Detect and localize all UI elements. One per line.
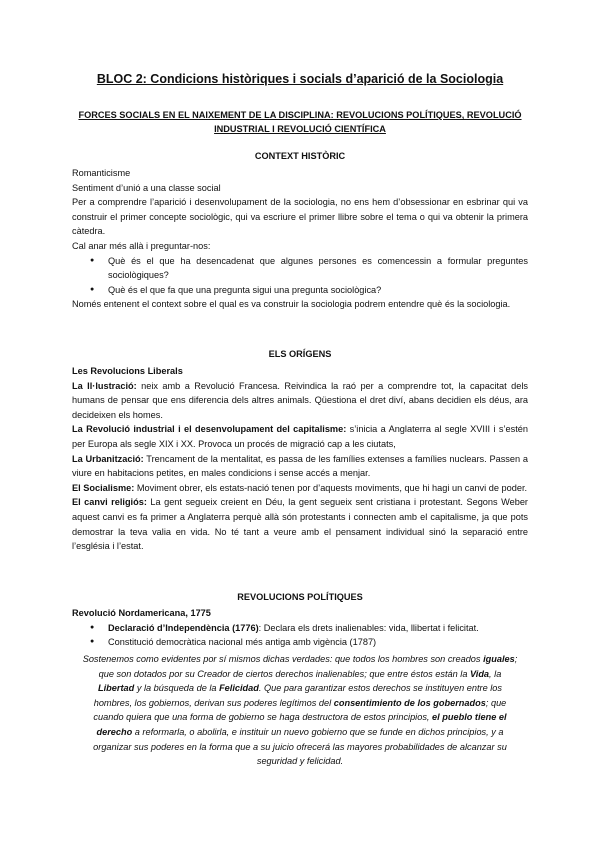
context-heading: CONTEXT HISTÒRIC [254,151,346,161]
quote-segment: y la búsqueda de la [134,683,220,694]
quote-bold-segment: el pueblo tiene el derecho [96,712,507,737]
list-item: ● Constitució democràtica nacional més antiga amb vigència (1787) [72,635,528,650]
origin-term: La Il·lustració: [72,380,137,391]
quote-bold-segment: Vida [469,668,490,679]
declaration-text: : Declara els drets inalienables: vida, llibertat i felicitat. [258,622,479,633]
political-heading: REVOLUCIONS POLÍTIQUES [237,592,363,602]
context-line-sentiment: Sentiment d’unió a una classe social [72,182,221,193]
origin-term: La Urbanització: [72,453,144,464]
political-list [72,621,528,650]
quote-segment: ; que son dotados por su Creador de ciertos derechos inalienables; que entre éstos están la [98,654,518,679]
origin-term: El Socialisme: [72,482,135,493]
page-title: BLOC 2: Condicions històriques i socials d’aparició de la Sociologia [96,72,504,86]
quote-bold-segment: Libertad [98,683,135,694]
origin-item-socialism [72,481,528,496]
origin-text: Trencament de la mentalitat, es passa de les famílies extenses a famílies nuclears. Passen a viure en habitacions petites, en males condicions i sense accés a menjar. [72,453,529,479]
origin-item-industrial [72,422,528,451]
origin-item-religion [72,495,528,553]
origins-heading: ELS ORÍGENS [268,349,332,359]
origin-term: El canvi religiós: [72,497,147,508]
origins-section [72,364,528,554]
declaration-quote [80,652,520,769]
origin-text: La gent segueix creient en Déu, la gent segueix sent cristiana i protestant. Segons Weber aquest canvi es fa primer a Anglaterra perquè allà són protestants i connecten amb el capitalisme, ja que pots demostrar la teva valia en vida. No té tant a veure amb el pensament individual sinó la separació entre l’església i l’estat. [72,497,528,552]
list-item: ● Què és el que ha desencadenat que algunes persones es comencessin a formular preguntes sociològiques? [72,254,528,283]
quote-bold-segment: Felicidad [219,683,259,694]
origin-item-illustration [72,379,528,423]
context-conclusion: Només entenent el context sobre el qual es va construir la sociologia podrem entendre què és la sociologia. [72,299,511,310]
context-line-romanticism: Romanticisme [72,168,131,178]
page-subtitle: FORCES SOCIALS EN EL NAIXEMENT DE LA DISCIPLINA: REVOLUCIONS POLÍTIQUES, REVOLUCIÓ INDUSTRIAL I REVOLUCIÓ CIENTÍFICA [78,110,522,134]
quote-segment: ; que cuando quiera que una forma de gobierno se haga destructora de estos principios, [93,697,507,723]
quote-segment: Sostenemos como evidentes por sí mismos dichas verdades: que todos los hombres son creados [82,654,484,664]
origin-text: s’inicia a Anglaterra al segle XVIII i s’estén per Europa als segle XIX i XX. Provoca un procés de migració cap a les ciutats, [72,424,528,449]
quote-segment: a reformarla, o abolirla, e instituir un nuevo gobierno que se funde en dichos principios, y a organizar sus poderes en la forma que a su juicio ofrecerá las mayores probabilidades de alcanzar su seguridad y felicidad. [93,726,507,767]
origins-subheading: Les Revolucions Liberals [72,366,183,376]
context-paragraph: Per a comprendre l’aparició i desenvolupament de la sociologia, no ens hem d’obsessionar en esbrinar qui va construir el primer concepte sociològic, qui va escriure el primer llibre sobre el tema o qui va obtenir la primera càtedra. [72,197,528,237]
quote-segment: , la [489,668,502,679]
context-question-list [72,254,528,298]
quote-segment: . Que para garantizar estos derechos se instituyen entre los hombres, los gobiernos, derivan sus poderes legítimos del [93,683,502,708]
political-section [72,606,528,650]
quote-bold-segment: iguales [483,654,515,664]
context-question-intro: Cal anar més allà i preguntar-nos: [72,240,211,251]
declaration-term: Declaració d’Independència (1776) [108,622,259,633]
political-subheading: Revolució Nordamericana, 1775 [72,608,211,618]
origin-term: La Revolució industrial i el desenvolupament del capitalisme: [72,424,347,435]
list-item: ● Què és el que fa que una pregunta sigui una pregunta sociològica? [72,283,528,298]
origin-text: neix amb a Revolució Francesa. Reivindica la raó per a comprendre tot, la capacitat dels humans de pensar que ens diferencia dels altres animals. Qüestiona el dret diví, abans decidien els déus, ara decideixen els homes. [72,380,529,420]
origin-item-urbanization [72,452,528,481]
quote-bold-segment: consentimiento de los gobernados [333,697,486,708]
context-section [72,166,528,312]
list-item [72,621,528,636]
origin-text: Moviment obrer, els estats-nació tenen por d’aquests moviments, que hi hagi un canvi de poder. [134,482,528,493]
